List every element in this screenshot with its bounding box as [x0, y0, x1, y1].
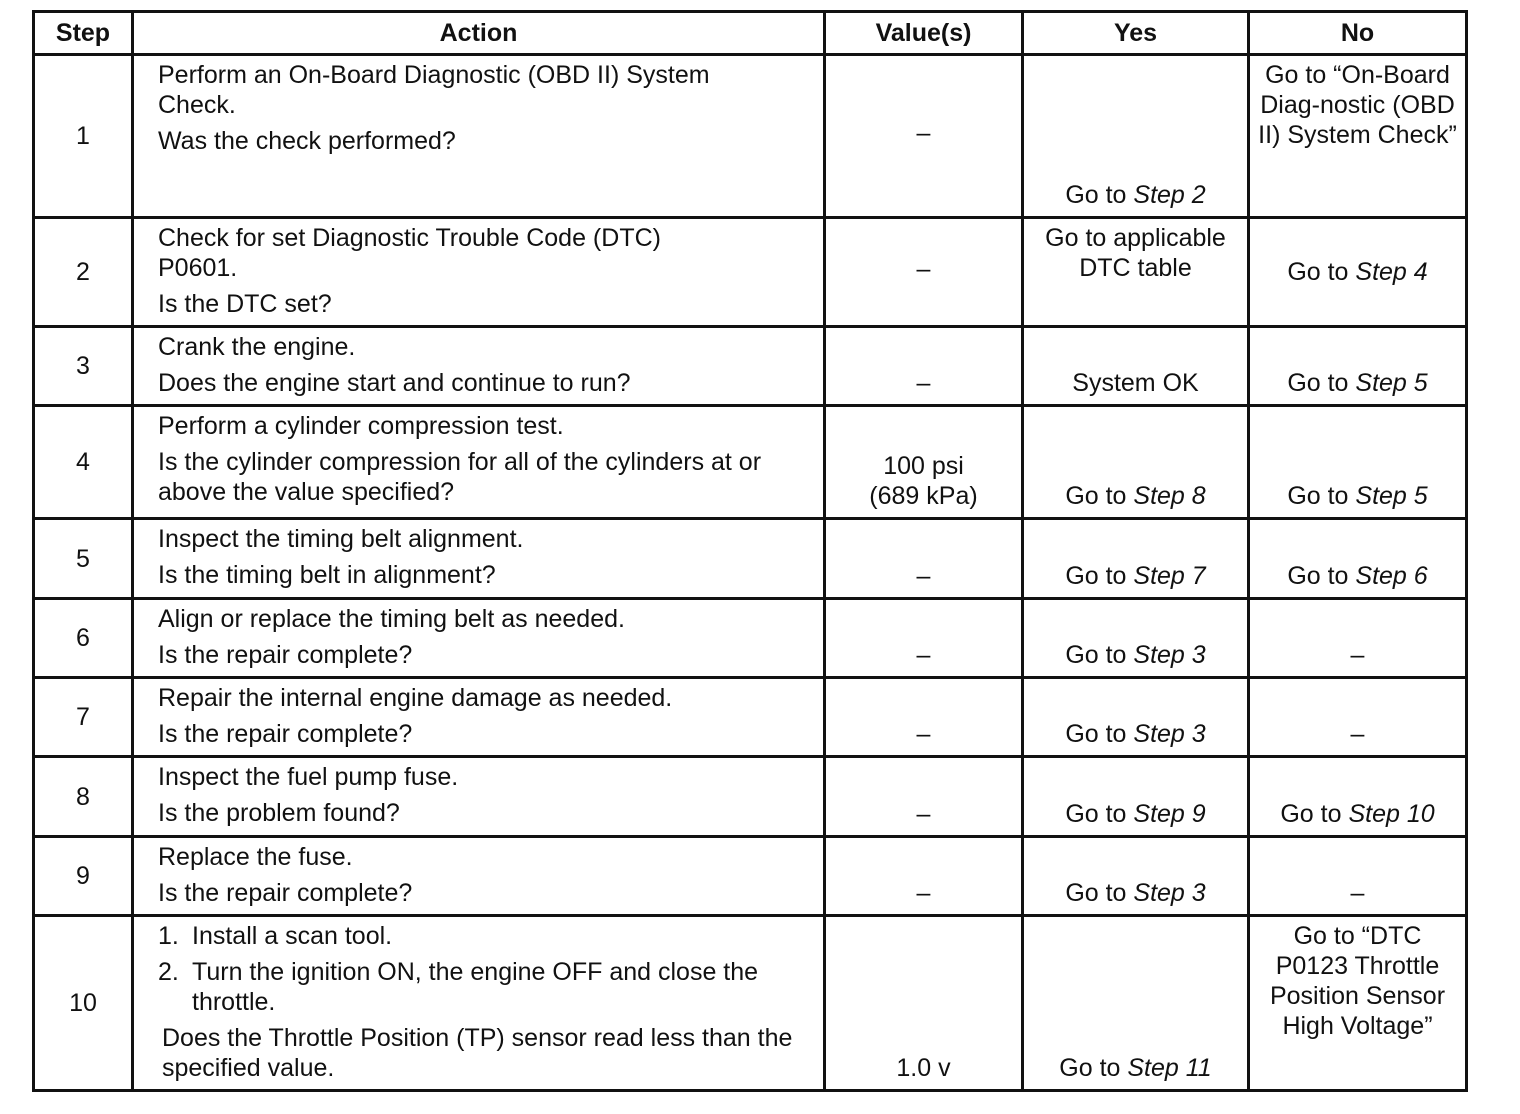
- yes-prefix: Go to: [1059, 1054, 1128, 1082]
- list-text: Turn the ignition ON, the engine OFF and close the throttle.: [192, 958, 759, 1016]
- yes-step-link: Step 11: [1127, 1054, 1212, 1082]
- header-row: [34, 12, 1467, 55]
- header-action: Action: [133, 12, 825, 55]
- no-cell: [1249, 327, 1467, 406]
- value-cell: 1.0 v: [825, 916, 1023, 1091]
- question-text: Is the cylinder compression for all of the cylinders at or above the value specified?: [158, 448, 762, 506]
- step-number: 1: [34, 55, 133, 218]
- action-text: Inspect the fuel pump fuse.: [158, 763, 459, 791]
- yes-step-link: Step 7: [1133, 562, 1206, 590]
- action-cell: [133, 599, 825, 678]
- yes-step-link: Step 2: [1133, 181, 1206, 209]
- no-step-link: Step 5: [1355, 369, 1428, 397]
- no-prefix: Go to: [1287, 562, 1356, 590]
- table-row: [34, 837, 1467, 916]
- step-number: 4: [34, 406, 133, 519]
- yes-step-link: Step 3: [1133, 879, 1206, 907]
- yes-cell: [1023, 678, 1249, 757]
- action-cell: [133, 406, 825, 519]
- yes-cell: System OK: [1023, 327, 1249, 406]
- yes-step-link: Step 9: [1133, 800, 1206, 828]
- table-row: [34, 916, 1467, 1091]
- yes-step-link: Step 8: [1133, 482, 1206, 510]
- action-text: Inspect the timing belt alignment.: [158, 525, 524, 553]
- step-number: 2: [34, 218, 133, 327]
- action-text: Perform an On-Board Diagnostic (OBD II) System Check.: [158, 61, 710, 119]
- action-cell: [133, 55, 825, 218]
- table-row: [34, 55, 1467, 218]
- yes-cell: [1023, 55, 1249, 218]
- no-prefix: Go to: [1280, 800, 1349, 828]
- no-cell: [1249, 519, 1467, 599]
- no-cell: –: [1249, 837, 1467, 916]
- value-cell: [825, 406, 1023, 519]
- action-steps-list: [158, 921, 813, 1017]
- yes-prefix: Go to: [1065, 562, 1134, 590]
- yes-prefix: Go to: [1065, 800, 1134, 828]
- value-cell: –: [825, 599, 1023, 678]
- no-cell: –: [1249, 678, 1467, 757]
- question-text: Is the repair complete?: [158, 641, 413, 669]
- yes-cell: [1023, 406, 1249, 519]
- value-line-1: 100 psi: [883, 452, 964, 480]
- value-cell: –: [825, 757, 1023, 837]
- yes-prefix: Go to: [1065, 181, 1134, 209]
- no-prefix: Go to: [1287, 482, 1356, 510]
- table-row: [34, 519, 1467, 599]
- no-cell: –: [1249, 599, 1467, 678]
- no-prefix: Go to: [1287, 369, 1356, 397]
- yes-cell: [1023, 757, 1249, 837]
- action-text: Replace the fuse.: [158, 843, 353, 871]
- question-text: Is the timing belt in alignment?: [158, 561, 496, 589]
- yes-prefix: Go to: [1065, 482, 1134, 510]
- table-row: [34, 327, 1467, 406]
- no-cell: Go to “On-Board Diag-nostic (OBD II) System Check”: [1249, 55, 1467, 218]
- action-cell: [133, 327, 825, 406]
- list-item: [158, 921, 813, 951]
- no-prefix: Go to: [1287, 258, 1356, 286]
- no-step-link: Step 4: [1355, 258, 1428, 286]
- action-cell: [133, 837, 825, 916]
- header-step: Step: [34, 12, 133, 55]
- table-row: [34, 218, 1467, 327]
- action-cell: [133, 678, 825, 757]
- action-text: Crank the engine.: [158, 333, 356, 361]
- yes-cell: [1023, 916, 1249, 1091]
- yes-cell: Go to applicable DTC table: [1023, 218, 1249, 327]
- yes-step-link: Step 3: [1133, 720, 1206, 748]
- yes-cell: [1023, 599, 1249, 678]
- yes-prefix: Go to: [1065, 720, 1134, 748]
- value-cell: –: [825, 837, 1023, 916]
- table-row: [34, 678, 1467, 757]
- diagnostic-table: [32, 10, 1468, 1092]
- yes-cell: [1023, 837, 1249, 916]
- step-number: 3: [34, 327, 133, 406]
- action-text: Align or replace the timing belt as needed.: [158, 605, 625, 633]
- step-number: 5: [34, 519, 133, 599]
- header-no: No: [1249, 12, 1467, 55]
- no-step-link: Step 10: [1348, 800, 1435, 828]
- yes-prefix: Go to: [1065, 641, 1134, 669]
- table-row: [34, 599, 1467, 678]
- step-number: 6: [34, 599, 133, 678]
- no-cell: [1249, 406, 1467, 519]
- action-cell: [133, 916, 825, 1091]
- yes-cell: [1023, 519, 1249, 599]
- action-text: Perform a cylinder compression test.: [158, 412, 564, 440]
- action-text: Check for set Diagnostic Trouble Code (DTC) P0601.: [158, 224, 661, 282]
- step-number: 9: [34, 837, 133, 916]
- step-number: 7: [34, 678, 133, 757]
- action-cell: [133, 218, 825, 327]
- value-cell: –: [825, 55, 1023, 218]
- action-cell: [133, 757, 825, 837]
- step-number: 10: [34, 916, 133, 1091]
- table-row: [34, 406, 1467, 519]
- yes-step-link: Step 3: [1133, 641, 1206, 669]
- question-text: Does the Throttle Position (TP) sensor read less than the specified value.: [162, 1024, 793, 1082]
- no-cell: [1249, 218, 1467, 327]
- list-number: 1.: [158, 922, 179, 950]
- value-cell: –: [825, 519, 1023, 599]
- list-item: [158, 957, 813, 1017]
- header-yes: Yes: [1023, 12, 1249, 55]
- value-cell: –: [825, 218, 1023, 327]
- question-text: Is the repair complete?: [158, 720, 413, 748]
- list-text: Install a scan tool.: [192, 922, 393, 950]
- no-cell: [1249, 757, 1467, 837]
- header-values: Value(s): [825, 12, 1023, 55]
- no-cell: Go to “DTC P0123 Throttle Position Sensor High Voltage”: [1249, 916, 1467, 1091]
- table-row: [34, 757, 1467, 837]
- question-text: Is the problem found?: [158, 799, 400, 827]
- list-number: 2.: [158, 958, 179, 986]
- yes-prefix: Go to: [1065, 879, 1134, 907]
- question-text: Was the check performed?: [158, 127, 456, 155]
- no-step-link: Step 6: [1355, 562, 1428, 590]
- question-text: Is the repair complete?: [158, 879, 413, 907]
- value-cell: –: [825, 678, 1023, 757]
- value-line-2: (689 kPa): [869, 482, 978, 510]
- question-text: Does the engine start and continue to run?: [158, 369, 631, 397]
- action-cell: [133, 519, 825, 599]
- step-number: 8: [34, 757, 133, 837]
- no-step-link: Step 5: [1355, 482, 1428, 510]
- value-cell: –: [825, 327, 1023, 406]
- action-text: Repair the internal engine damage as needed.: [158, 684, 673, 712]
- question-text: Is the DTC set?: [158, 290, 332, 318]
